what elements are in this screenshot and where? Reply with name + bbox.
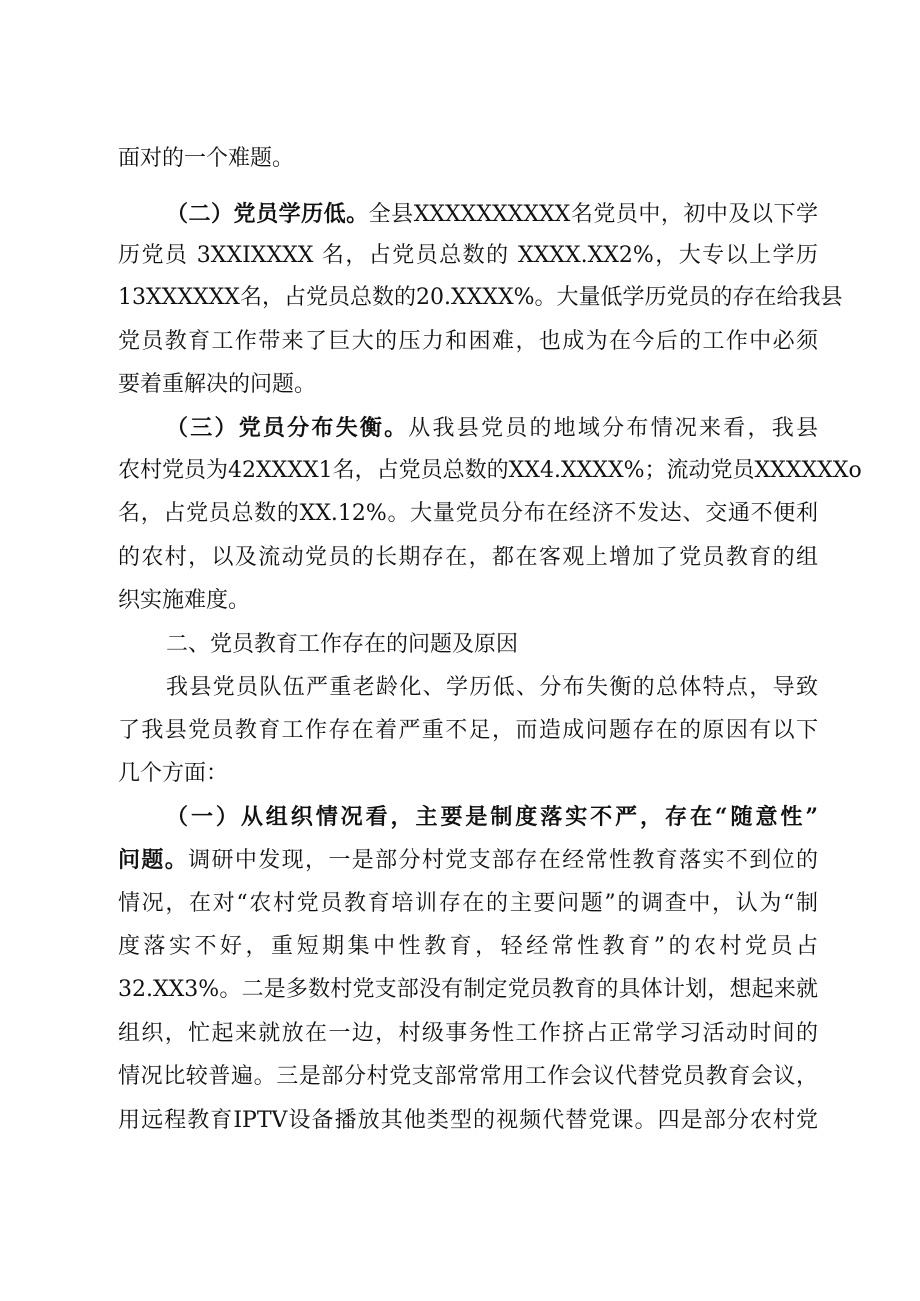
body-line: 情况，在对“农村党员教育培训存在的主要问题”的调查中，认为“制 xyxy=(118,891,818,916)
body-line: 历党员 3XXIXXXX 名，占党员总数的 XXXX.XX2%，大专以上学历 xyxy=(118,243,818,268)
body-line: 农村党员为42XXXX1名，占党员总数的XX4.XXXX%；流动党员XXXXXXo xyxy=(118,458,862,483)
subheading: （一）从组织情况看，主要是制度落实不严，存在“随意性” xyxy=(166,804,818,830)
subheading: （三）党员分布失衡。 xyxy=(166,415,409,441)
body-line: 几个方面： xyxy=(118,761,229,786)
subheading-line: （二）党员学历低。全县XXXXXXXXXX名党员中，初中及以下学 xyxy=(166,201,818,227)
body-line: 32.XX3%。二是多数村党支部没有制定党员教育的具体计划，想起来就 xyxy=(118,977,818,1002)
body-line: 组织，忙起来就放在一边，村级事务性工作挤占正常学习活动时间的 xyxy=(118,1021,818,1046)
section-heading: 二、党员教育工作存在的问题及原因 xyxy=(166,632,519,657)
body-line: 用远程教育IPTV设备播放其他类型的视频代替党课。四是部分农村党 xyxy=(118,1108,818,1133)
body-line: 度落实不好，重短期集中性教育，轻经常性教育”的农村党员占 xyxy=(118,934,818,959)
body-line: 13XXXXXX名，占党员总数的20.XXXX%。大量低学历党员的存在给我县 xyxy=(118,285,843,310)
subheading-line: 问题。调研中发现，一是部分村党支部存在经常性教育落实不到位的 xyxy=(118,847,818,873)
subheading-line: （三）党员分布失衡。从我县党员的地域分布情况来看，我县 xyxy=(166,415,818,441)
body-line: 名，占党员总数的XX.12%。大量党员分布在经济不发达、交通不便利 xyxy=(118,501,818,526)
body-line: 的农村，以及流动党员的长期存在，都在客观上增加了党员教育的组 xyxy=(118,545,818,570)
subheading-line xyxy=(166,802,818,833)
body-line: 我县党员队伍严重老龄化、学历低、分布失衡的总体特点，导致 xyxy=(166,675,818,700)
body-line: 党员教育工作带来了巨大的压力和困难，也成为在今后的工作中必须 xyxy=(118,329,818,354)
body-line: 面对的一个难题。 xyxy=(118,146,295,171)
body-line: 了我县党员教育工作存在着严重不足，而造成问题存在的原因有以下 xyxy=(118,718,818,743)
body-line: 情况比较普遍。三是部分村党支部常常用工作会议代替党员教育会议， xyxy=(118,1064,818,1089)
body-line: 要着重解决的问题。 xyxy=(118,372,317,397)
body-line: 织实施难度。 xyxy=(118,588,251,613)
subheading: 问题。 xyxy=(118,847,189,873)
subheading: （二）党员学历低。 xyxy=(166,201,369,227)
